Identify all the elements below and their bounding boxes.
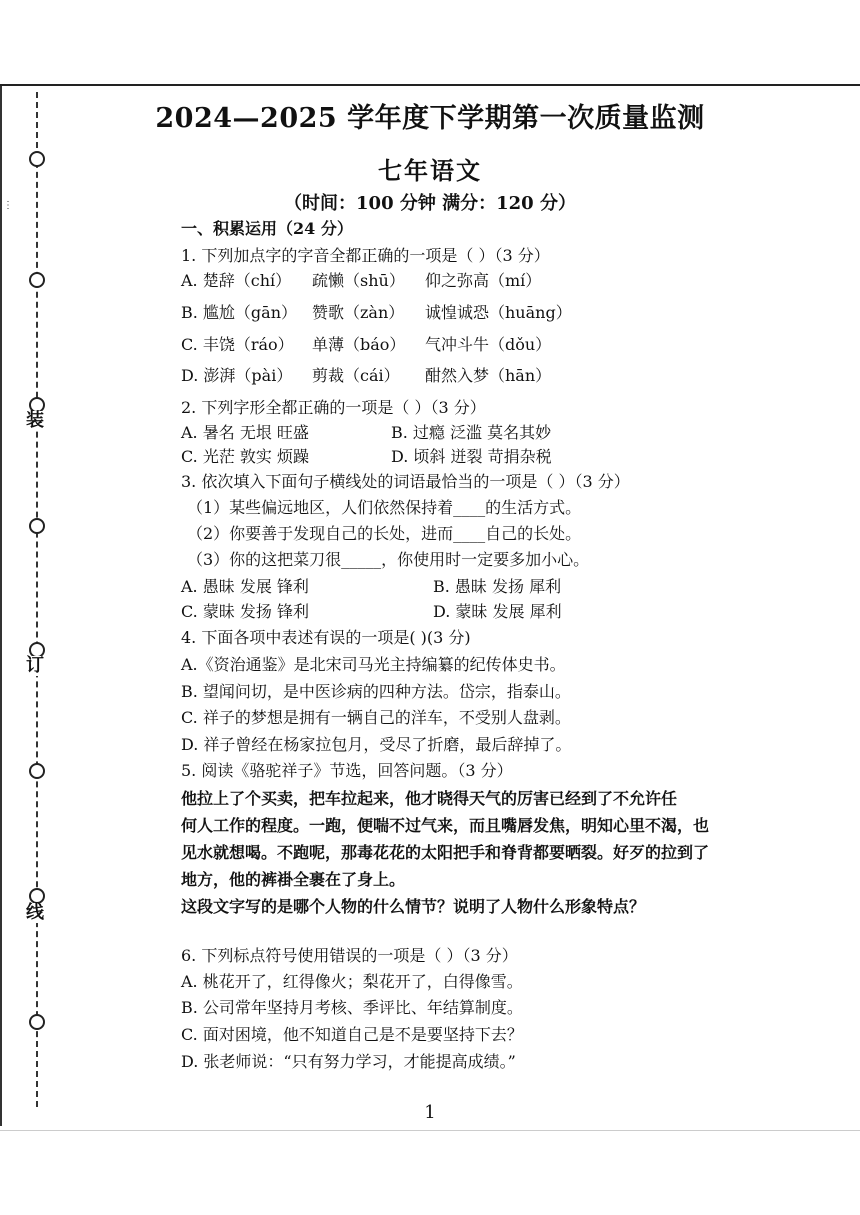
- q1-option-b-2: 赞歌（zàn）: [312, 303, 405, 322]
- q3-option-c: C. 蒙昧 发扬 锋利: [181, 602, 310, 621]
- question-stem: 4. 下面各项中表述有误的一项是( )(3 分): [181, 628, 471, 647]
- q5-passage-line: 何人工作的程度。一跑，便喘不过气来，而且嘴唇发焦，明知心里不渴，也: [181, 816, 710, 835]
- q3-option-a: A. 愚昧 发展 锋利: [181, 577, 309, 596]
- q4-option-a: A.《资治通鉴》是北宋司马光主持编纂的纪传体史书。: [181, 655, 566, 674]
- q2-option-b: B. 过瘾 泛滥 莫名其妙: [391, 423, 552, 442]
- q1-option-a-3: 仰之弥高（mí）: [425, 271, 542, 290]
- section-heading: 一、积累运用（24 分）: [181, 219, 353, 238]
- binding-dashed-line: [36, 92, 38, 1107]
- binding-char-xian: 线: [26, 902, 44, 923]
- q6-option-a: A. 桃花开了，红得像火；梨花开了，白得像雪。: [181, 972, 523, 991]
- q5-question: 这段文字写的是哪个人物的什么情节？说明了人物什么形象特点？: [181, 897, 646, 916]
- binding-char-ding: 订: [26, 655, 44, 676]
- page-number: 1: [424, 1102, 436, 1123]
- q1-option-b-1: B. 尴尬（gān）: [181, 303, 298, 322]
- q5-passage-line: 地方，他的裤褂全裹在了身上。: [181, 870, 406, 889]
- q1-option-b-3: 诚惶诚恐（huāng）: [425, 303, 572, 322]
- q6-option-c: C. 面对困境，他不知道自己是不是要坚持下去？: [181, 1025, 523, 1044]
- question-stem: 2. 下列字形全都正确的一项是（ ）（3 分）: [181, 398, 486, 417]
- q4-option-b: B. 望闻问切，是中医诊病的四种方法。岱宗，指泰山。: [181, 682, 571, 701]
- binding-hole-icon: [29, 1014, 45, 1030]
- exam-subject: 七年语文: [378, 156, 482, 185]
- page-bottom-edge: [0, 1130, 860, 1131]
- left-edge: [0, 86, 2, 1126]
- q3-option-d: D. 蒙昧 发展 犀利: [433, 602, 562, 621]
- q4-option-c: C. 祥子的梦想是拥有一辆自己的洋车，不受别人盘剥。: [181, 708, 571, 727]
- q1-option-d-2: 剪裁（cái）: [312, 366, 400, 385]
- q6-option-b: B. 公司常年坚持月考核、季评比、年结算制度。: [181, 998, 523, 1017]
- question-stem: 1. 下列加点字的字音全都正确的一项是（ ）（3 分）: [181, 246, 550, 265]
- q3-sentence: （3）你的这把菜刀很_____，你使用时一定要多加小心。: [187, 550, 590, 569]
- binding-hole-icon: [29, 763, 45, 779]
- q1-option-d-3: 酣然入梦（hān）: [425, 366, 552, 385]
- q3-option-b: B. 愚昧 发扬 犀利: [433, 577, 562, 596]
- q2-option-c: C. 光茫 敦实 烦躁: [181, 447, 310, 466]
- q1-option-c-2: 单薄（báo）: [312, 335, 406, 354]
- q1-option-d-1: D. 澎湃（pài）: [181, 366, 293, 385]
- binding-char-zhuang: 装: [26, 410, 44, 431]
- exam-time-score: （时间：100 分钟 满分：120 分）: [284, 193, 576, 214]
- q5-passage-line: 他拉上了个买卖，把车拉起来，他才晓得天气的厉害已经到了不允许任: [181, 789, 678, 808]
- q2-option-d: D. 顷斜 迸裂 苛捐杂税: [391, 447, 552, 466]
- q1-option-a-2: 疏懒（shū）: [312, 271, 405, 290]
- q6-option-d: D. 张老师说：“只有努力学习，才能提高成绩。”: [181, 1052, 516, 1071]
- question-stem: 3. 依次填入下面句子横线处的词语最恰当的一项是（ ）（3 分）: [181, 472, 630, 491]
- q4-option-d: D. 祥子曾经在杨家拉包月，受尽了折磨，最后辞掉了。: [181, 735, 572, 754]
- question-stem: 6. 下列标点符号使用错误的一项是（ ）（3 分）: [181, 946, 518, 965]
- q5-passage-line: 见水就想喝。不跑呢，那毒花花的太阳把手和脊背都要晒裂。好歹的拉到了: [181, 843, 710, 862]
- q1-option-c-3: 气冲斗牛（dǒu）: [425, 335, 552, 354]
- q1-option-a-1: A. 楚辞（chí）: [181, 271, 292, 290]
- q3-sentence: （2）你要善于发现自己的长处，进而____自己的长处。: [187, 524, 582, 543]
- exam-title: 2024—2025 学年度下学期第一次质量监测: [155, 103, 705, 134]
- q1-option-c-1: C. 丰饶（ráo）: [181, 335, 294, 354]
- q2-option-a: A. 暑名 无垠 旺盛: [181, 423, 309, 442]
- scan-mark: ⋮: [3, 200, 13, 211]
- q3-sentence: （1）某些偏远地区，人们依然保持着____的生活方式。: [187, 498, 582, 517]
- binding-hole-icon: [29, 518, 45, 534]
- binding-hole-icon: [29, 272, 45, 288]
- top-border: [0, 84, 860, 86]
- question-stem: 5. 阅读《骆驼祥子》节选，回答问题。（3 分）: [181, 761, 513, 780]
